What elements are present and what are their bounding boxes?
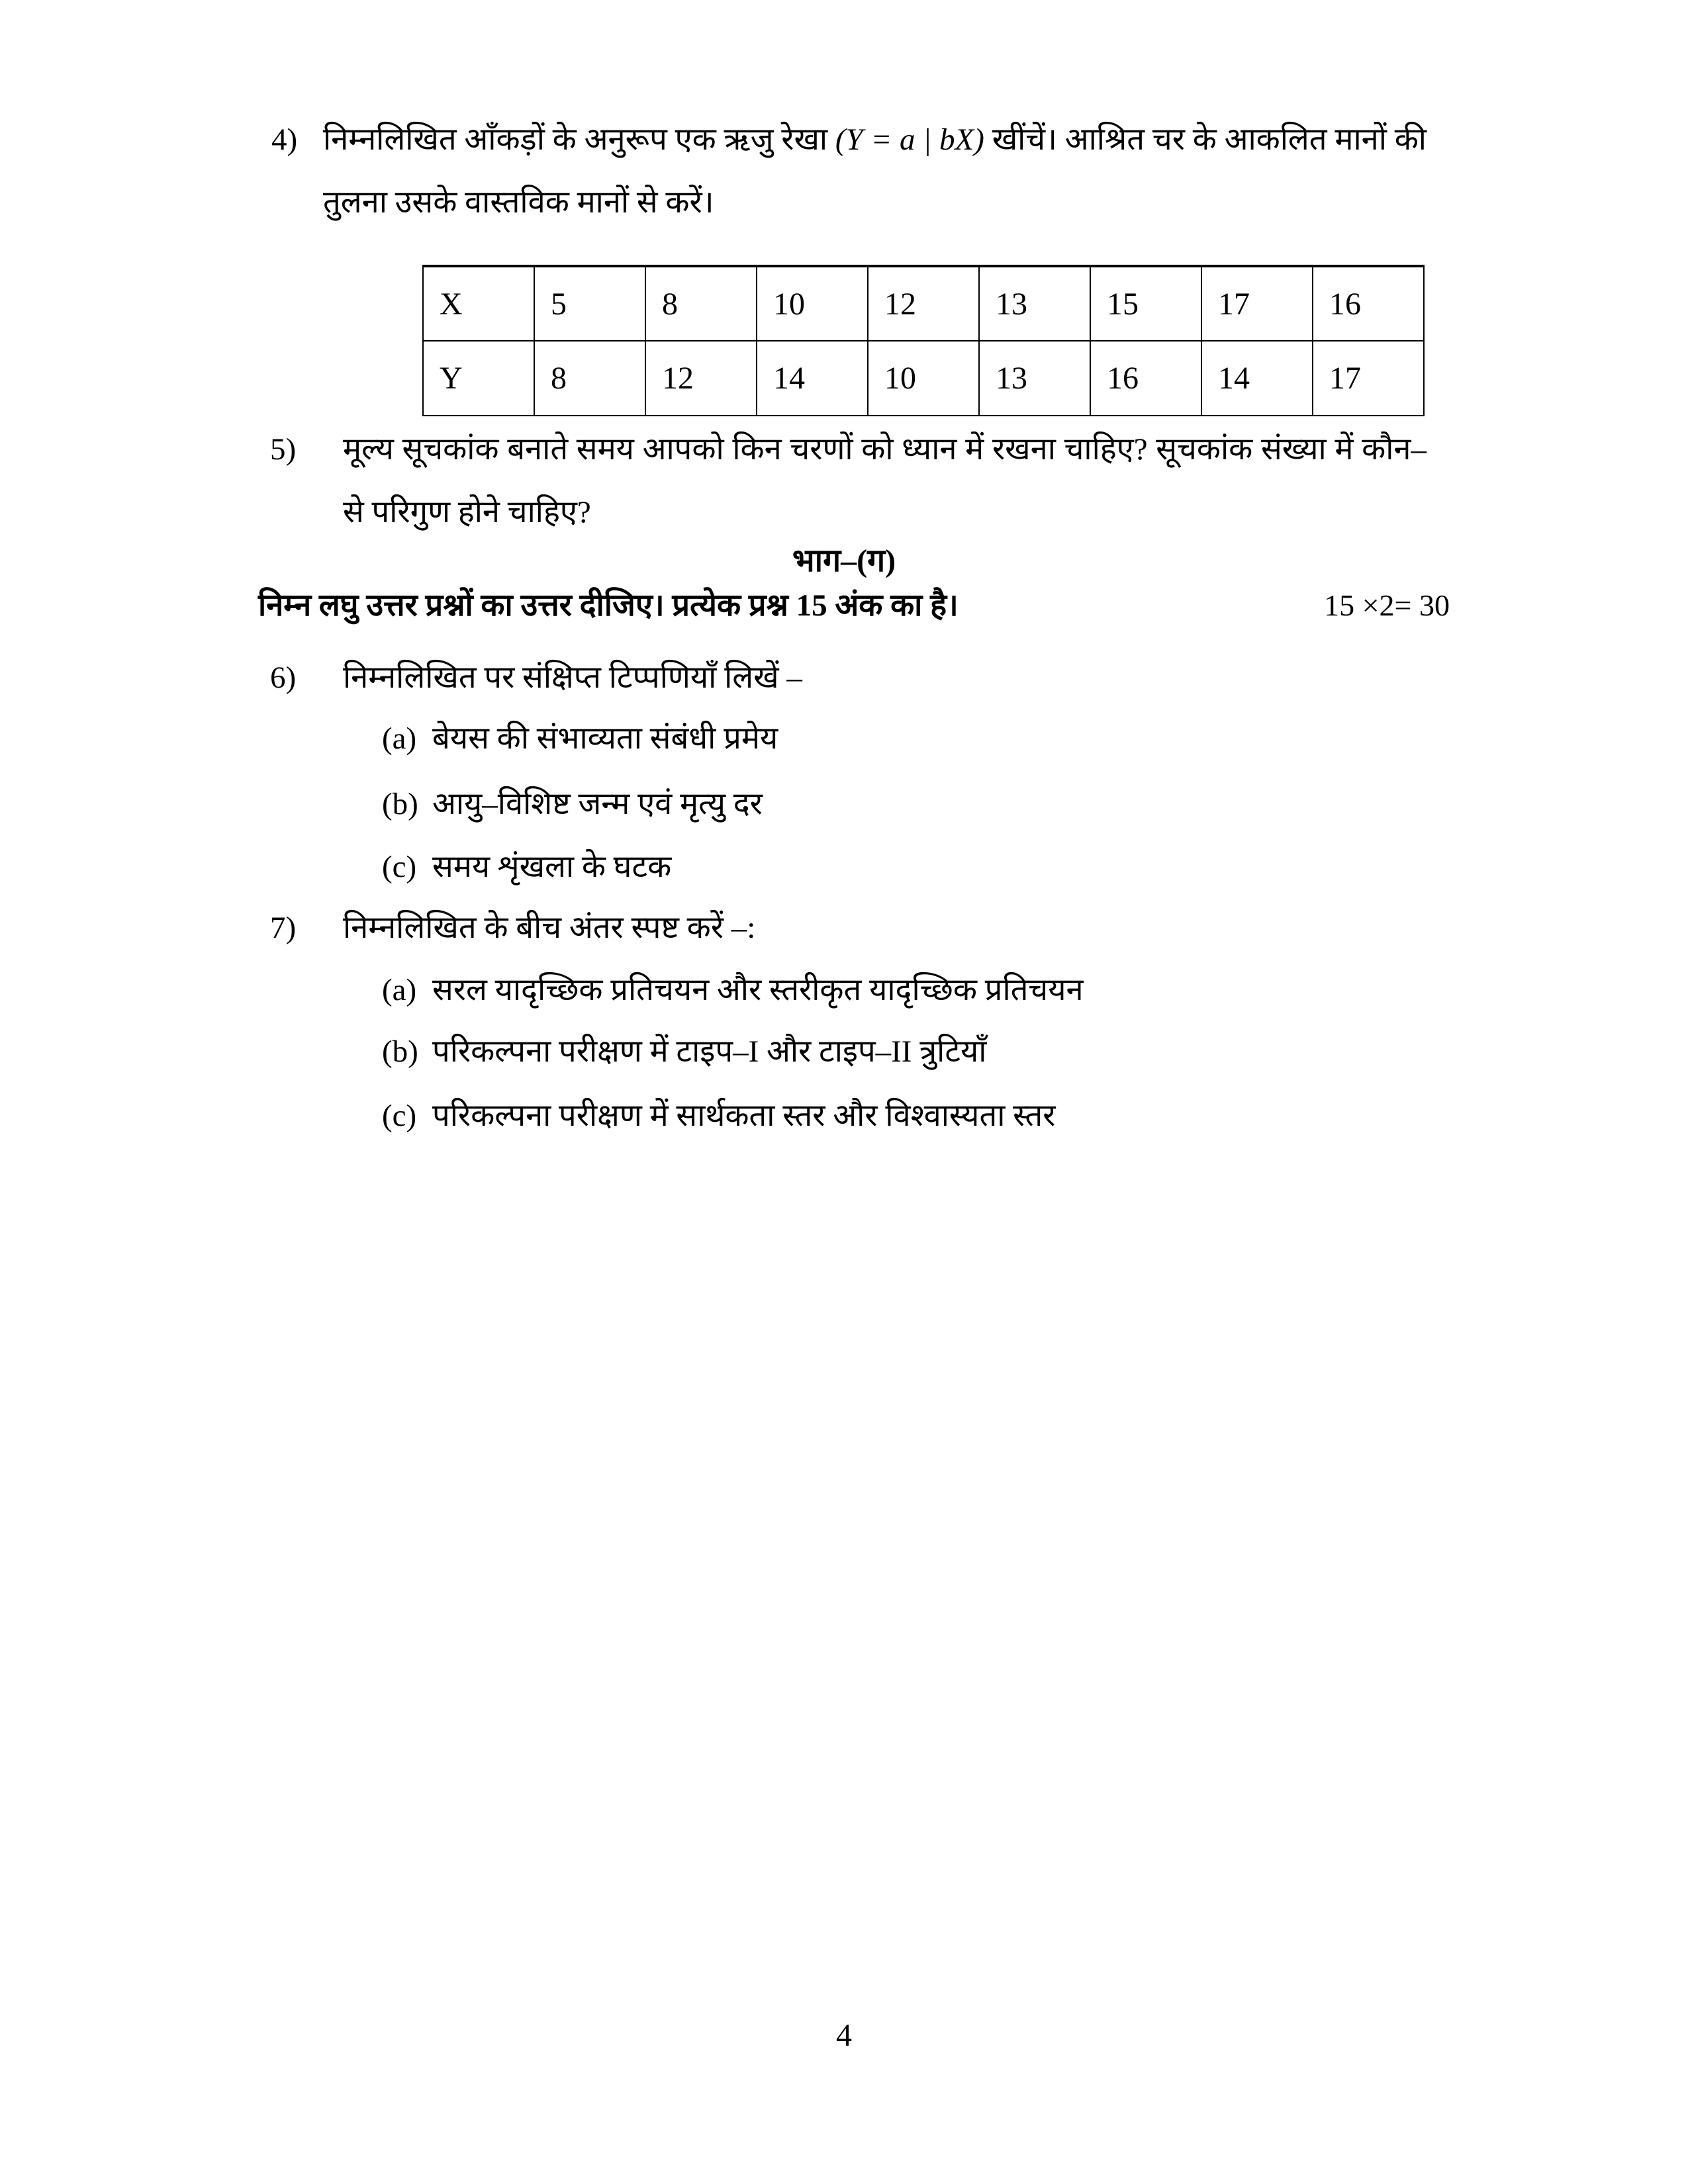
item-b-text: आयु–विशिष्ट जन्म एवं मृत्यु दर (432, 787, 763, 821)
row-label-y: Y (423, 341, 534, 416)
question-7 (270, 897, 1427, 960)
marks-scheme: 15 ×2= 30 (1324, 588, 1450, 622)
table-row-x (423, 266, 1424, 341)
section-instruction: निम्न लघु उत्तर प्रश्नों का उत्तर दीजिए। प्रत्येक प्रश्न 15 अंक का है। (258, 588, 959, 623)
y-value-cell: 14 (1201, 341, 1313, 416)
question-7-number: 7) (270, 911, 297, 945)
item-a-label: (a) (382, 973, 417, 1007)
item-a-label: (a) (382, 721, 417, 756)
item-c-label: (c) (382, 850, 417, 884)
x-value-cell: 12 (868, 266, 979, 341)
x-value-cell: 16 (1313, 266, 1424, 341)
item-c-label: (c) (382, 1099, 417, 1133)
question-6-item-c (382, 836, 671, 899)
table-row-y (423, 341, 1424, 416)
section-header: भाग–(ग) (792, 543, 896, 578)
item-b-text: परिकल्पना परीक्षण में टाइप–I और टाइप–II त्रुटियाँ (432, 1034, 987, 1069)
y-value-cell: 10 (868, 341, 979, 416)
x-value-cell: 15 (1090, 266, 1201, 341)
item-b-label: (b) (382, 1034, 418, 1069)
question-7-item-a (382, 959, 1084, 1022)
item-a-text: बेयस की संभाव्यता संबंधी प्रमेय (432, 721, 778, 756)
question-4-text (323, 109, 1427, 234)
x-value-cell: 17 (1201, 266, 1313, 341)
x-value-cell: 13 (979, 266, 1090, 341)
question-4-text-before: निम्नलिखित आँकड़ों के अनुरूप एक ऋजु रेखा (323, 122, 835, 157)
item-c-text: समय शृंखला के घटक (432, 850, 672, 884)
x-value-cell: 5 (534, 266, 645, 341)
question-6 (270, 647, 1427, 709)
y-value-cell: 12 (645, 341, 757, 416)
question-7-item-b (382, 1021, 986, 1083)
y-value-cell: 16 (1090, 341, 1201, 416)
item-c-text: परिकल्पना परीक्षण में सार्थकता स्तर और विश्वास्यता स्तर (432, 1099, 1056, 1133)
question-5 (270, 418, 1427, 544)
regression-line-formula: (Y = a | bX) (835, 122, 984, 157)
row-label-x: X (423, 266, 534, 341)
question-6-item-a (382, 707, 778, 770)
y-value-cell: 13 (979, 341, 1090, 416)
instruction-row (258, 574, 1450, 637)
question-4-text-after: खींचें। आश्रित चर के आकलित मानों की तुलना उसके वास्तविक मानों से करें। (323, 122, 1427, 220)
question-7-item-c (382, 1085, 1055, 1148)
item-b-label: (b) (382, 787, 418, 821)
x-value-cell: 10 (757, 266, 868, 341)
question-6-text: निम्नलिखित पर संक्षिप्त टिप्पणियाँ लिखें – (343, 660, 802, 695)
question-4 (271, 109, 1427, 234)
question-4-number: 4) (271, 122, 298, 157)
question-5-number: 5) (270, 432, 297, 467)
y-value-cell: 14 (757, 341, 868, 416)
question-5-text: मूल्य सूचकांक बनाते समय आपको किन चरणों को ध्यान में रखना चाहिए? सूचकांक संख्या में कौन–से परिगुण होने चाहिए? (343, 432, 1427, 529)
question-6-item-b (382, 773, 763, 836)
xy-data-table (422, 265, 1425, 416)
y-value-cell: 8 (534, 341, 645, 416)
question-6-number: 6) (270, 660, 297, 695)
y-value-cell: 17 (1313, 341, 1424, 416)
x-value-cell: 8 (645, 266, 757, 341)
item-a-text: सरल यादृच्छिक प्रतिचयन और स्तरीकृत यादृच्छिक प्रतिचयन (432, 973, 1084, 1007)
page-number: 4 (836, 2018, 852, 2053)
question-7-text: निम्नलिखित के बीच अंतर स्पष्ट करें –: (343, 911, 756, 945)
